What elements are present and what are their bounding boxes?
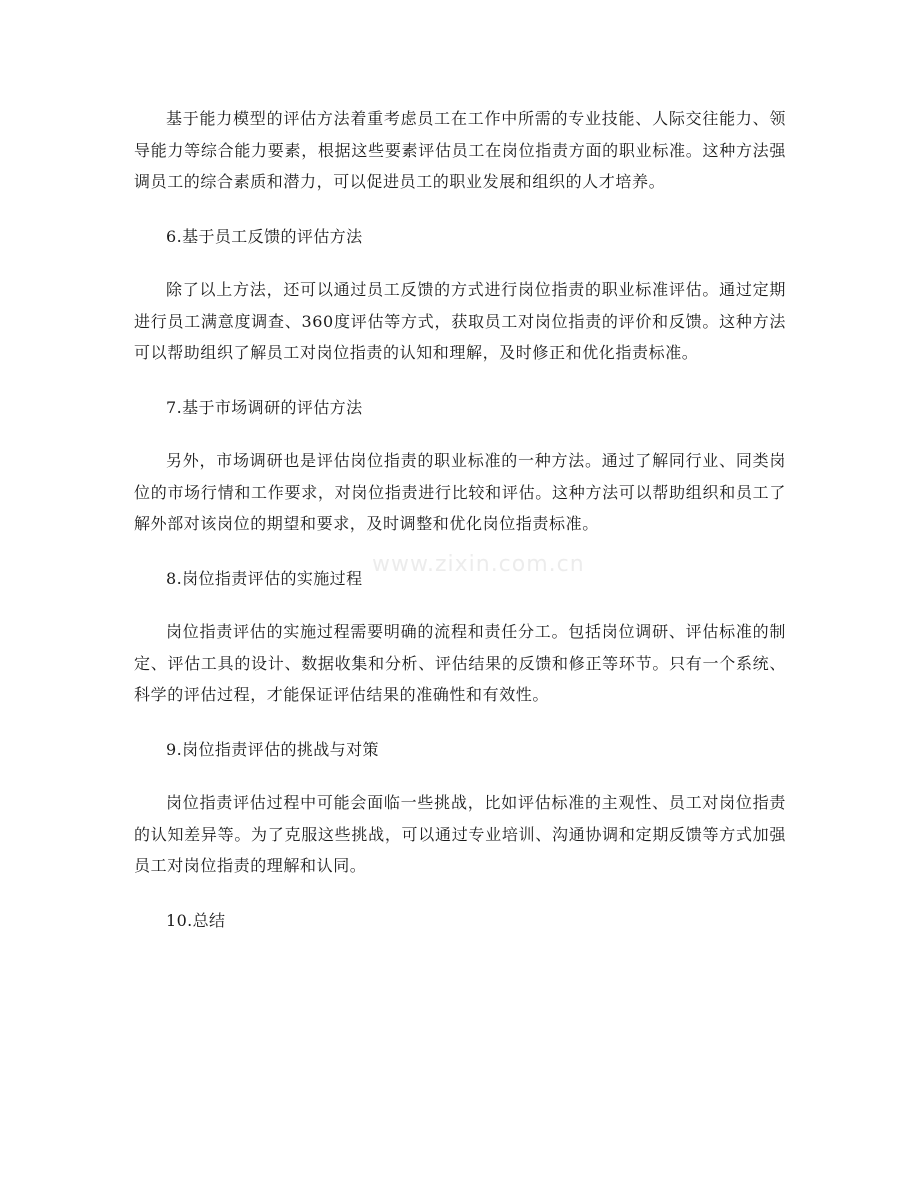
paragraph-market-research: 另外，市场调研也是评估岗位指责的职业标准的一种方法。通过了解同行业、同类岗位的市场行情和工作要求，对岗位指责进行比较和评估。这种方法可以帮助组织和员工了解外部对该岗位的期望和要求，及时调整和优化岗位指责标准。 xyxy=(134,451,786,533)
paragraph-employee-feedback: 除了以上方法，还可以通过员工反馈的方式进行岗位指责的职业标准评估。通过定期进行员工满意度调查、360度评估等方式，获取员工对岗位指责的评价和反馈。这种方法可以帮助组织了解员工对岗位指责的认知和理解，及时修正和优化指责标准。 xyxy=(134,280,786,362)
heading-employee-feedback: 6.基于员工反馈的评估方法 xyxy=(166,226,363,246)
paragraph-competency-model: 基于能力模型的评估方法着重考虑员工在工作中所需的专业技能、人际交往能力、领导能力等综合能力要素，根据这些要素评估员工在岗位指责方面的职业标准。这种方法强调员工的综合素质和潜力，可以促进员工的职业发展和组织的人才培养。 xyxy=(134,109,786,191)
watermark: www.zixin.com.cn xyxy=(372,552,585,577)
paragraph-implementation-process: 岗位指责评估的实施过程需要明确的流程和责任分工。包括岗位调研、评估标准的制定、评估工具的设计、数据收集和分析、评估结果的反馈和修正等环节。只有一个系统、科学的评估过程，才能保证评估结果的准确性和有效性。 xyxy=(134,622,786,704)
document-body xyxy=(134,103,786,936)
paragraph-challenges: 岗位指责评估过程中可能会面临一些挑战，比如评估标准的主观性、员工对岗位指责的认知差异等。为了克服这些挑战，可以通过专业培训、沟通协调和定期反馈等方式加强员工对岗位指责的理解和认同。 xyxy=(134,793,786,875)
heading-implementation-process: 8.岗位指责评估的实施过程 xyxy=(166,568,363,588)
heading-summary: 10.总结 xyxy=(166,910,226,930)
heading-market-research: 7.基于市场调研的评估方法 xyxy=(166,397,363,417)
heading-challenges: 9.岗位指责评估的挑战与对策 xyxy=(166,739,379,759)
